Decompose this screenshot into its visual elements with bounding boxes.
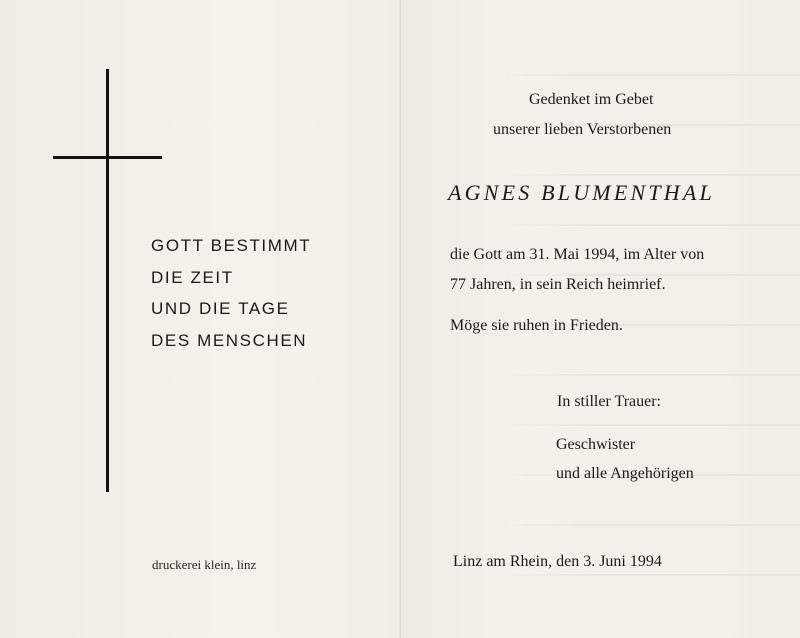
cross-horizontal-bar (53, 156, 162, 159)
motto-line: UND DIE TAGE (151, 299, 290, 318)
mourning-line: In stiller Trauer: (557, 393, 661, 410)
deceased-name: AGNES BLUMENTHAL (448, 180, 715, 205)
family-line: Geschwister (556, 436, 636, 453)
printer-credit: druckerei klein, linz (152, 557, 257, 572)
place-and-date: Linz am Rhein, den 3. Juni 1994 (453, 553, 662, 570)
motto-line: DES MENSCHEN (151, 330, 308, 350)
family-line: und alle Angehörigen (556, 465, 694, 482)
motto-line: GOTT BESTIMMT (151, 236, 312, 255)
motto-line: DIE ZEIT (151, 267, 234, 287)
blessing-line: Möge sie ruhen in Frieden. (450, 317, 623, 334)
intro-line: unserer lieben Verstorbenen (493, 121, 672, 138)
cross-vertical-bar (106, 69, 109, 492)
intro-line: Gedenket im Gebet (529, 91, 654, 108)
death-notice-line: die Gott am 31. Mai 1994, im Alter von (450, 246, 705, 263)
motto (151, 230, 311, 356)
death-notice-line: 77 Jahren, in sein Reich heimrief. (450, 276, 666, 293)
